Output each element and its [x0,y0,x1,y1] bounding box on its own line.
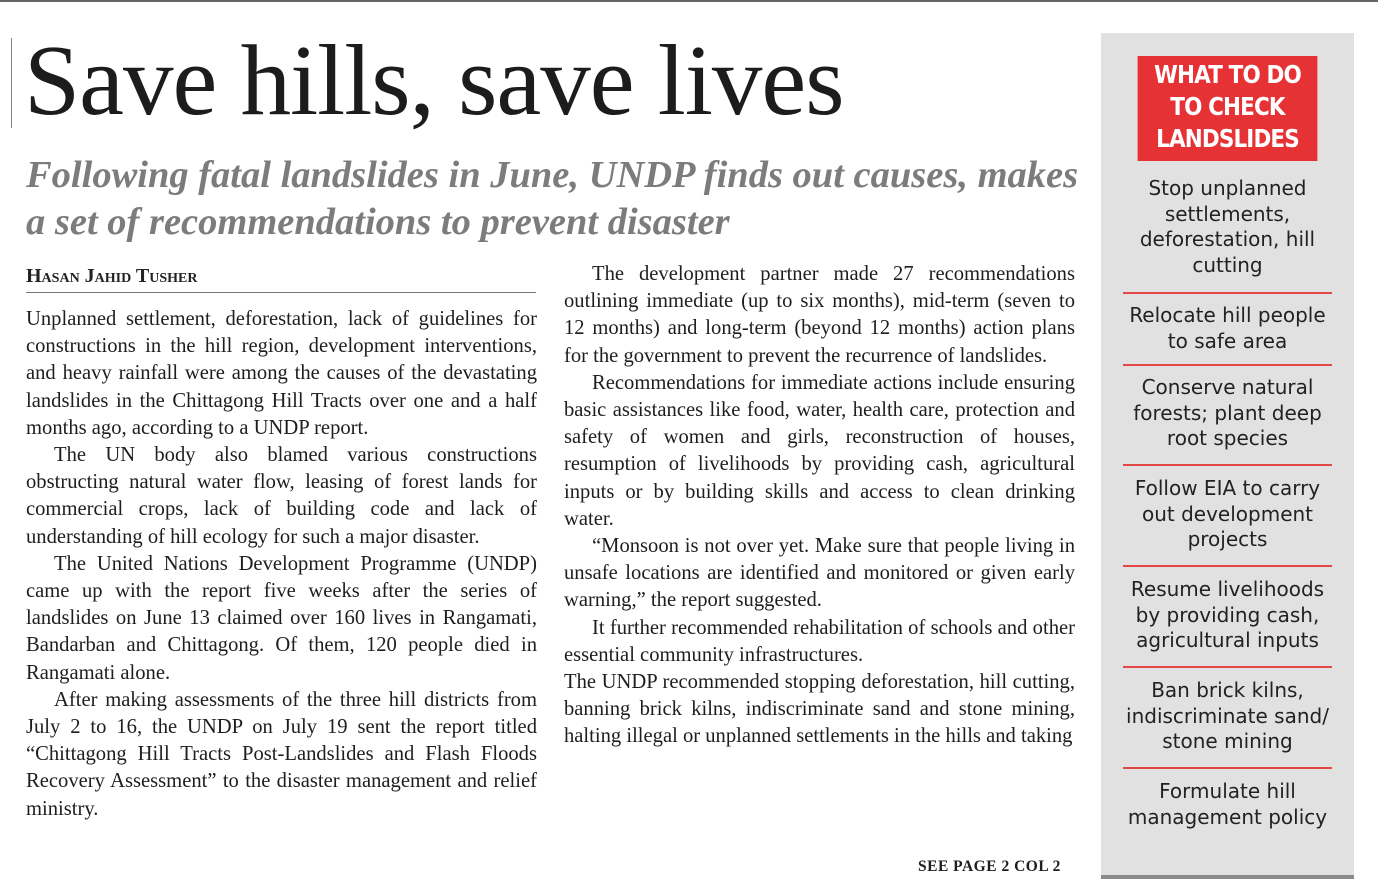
sidebar-title-line: LANDSLIDES [1156,124,1299,153]
article-column-1 [26,306,537,823]
byline-rule [26,292,536,293]
top-border-line [0,0,1378,2]
sidebar-item: Follow EIA to carry out development projects [1134,476,1321,552]
sidebar-item: Formulate hill management policy [1127,779,1328,829]
sidebar-divider [1123,767,1332,769]
paragraph: It further recommended rehabilitation of schools and other essential community infrastructures. [564,616,1075,666]
paragraph: The UNDP recommended stopping deforestation, hill cutting, banning brick kilns, indiscriminate sand and stone mining, halting illegal or unplanned settlements in the hills and taking [564,671,1075,748]
sidebar-item: Relocate hill people to safe area [1129,303,1326,353]
sidebar-divider [1123,464,1332,466]
continued-on-page-link[interactable]: SEE PAGE 2 COL 2 [918,858,1061,875]
paragraph: Recommendations for immediate actions include ensuring basic assistances like food, water, health care, protection and safety of women and girls, reconstruction of houses, resumption of livelihoods by providing cash, agricultural inputs or by building skills and access to clean drinking water. [564,371,1075,530]
sidebar-item: Conserve natural forests; plant deep root species [1133,375,1322,451]
sidebar-divider [1123,292,1332,294]
sidebar-divider [1123,565,1332,567]
sidebar-item: Stop unplanned settlements, deforestation, hill cutting [1139,176,1316,277]
sidebar-divider [1123,666,1332,668]
left-margin-rule [11,38,12,128]
sidebar-item: Ban brick kilns, indiscriminate sand/ stone mining [1126,678,1329,754]
paragraph: The UN body also blamed various constructions obstructing natural water flow, leasing of forest lands for commercial crops, lack of building code and lack of understanding of hill ecology for such a major disaster. [26,444,537,548]
paragraph: The development partner made 27 recommendations outlining immediate (up to six months), mid-term (seven to 12 months) and long-term (beyond 12 months) action plans for the government to prevent the recurrence of landslides. [564,263,1075,367]
sidebar-title-line: WHAT TO DO [1154,60,1301,89]
paragraph: After making assessments of the three hill districts from July 2 to 16, the UNDP on July 19 sent the report titled “Chittagong Hill Tracts Post-Landslides and Flash Floods Recovery Assessment” to the disaster management and relief ministry. [26,688,537,820]
sidebar-box [1101,33,1354,879]
paragraph: “Monsoon is not over yet. Make sure that people living in unsafe locations are identified and monitored or given early warning,” the report suggested. [564,535,1075,612]
subheadline: Following fatal landslides in June, UNDP finds out causes, makes a set of recommendations to prevent disaster [26,154,1079,243]
paragraph: Unplanned settlement, deforestation, lack of guidelines for constructions in the hill region, development interventions, and heavy rainfall were among the causes of the devastating landslides in the Chittagong Hill Tracts over one and a half months ago, according to a UNDP report. [26,308,537,439]
sidebar-divider [1123,364,1332,366]
headline: Save hills, save lives [24,24,844,136]
sidebar-title-line: TO CHECK [1170,92,1285,121]
sidebar-item: Resume livelihoods by providing cash, agricultural inputs [1130,577,1325,653]
sidebar-title [1138,56,1318,161]
article-column-2 [564,261,1075,751]
paragraph: The United Nations Development Programme (UNDP) came up with the report five weeks after the series of landslides on June 13 claimed over 160 lives in Rangamati, Bandarban and Chittagong. Of them, 120 people died in Rangamati alone. [26,552,537,684]
byline: Hasan Jahid Tusher [26,265,198,287]
